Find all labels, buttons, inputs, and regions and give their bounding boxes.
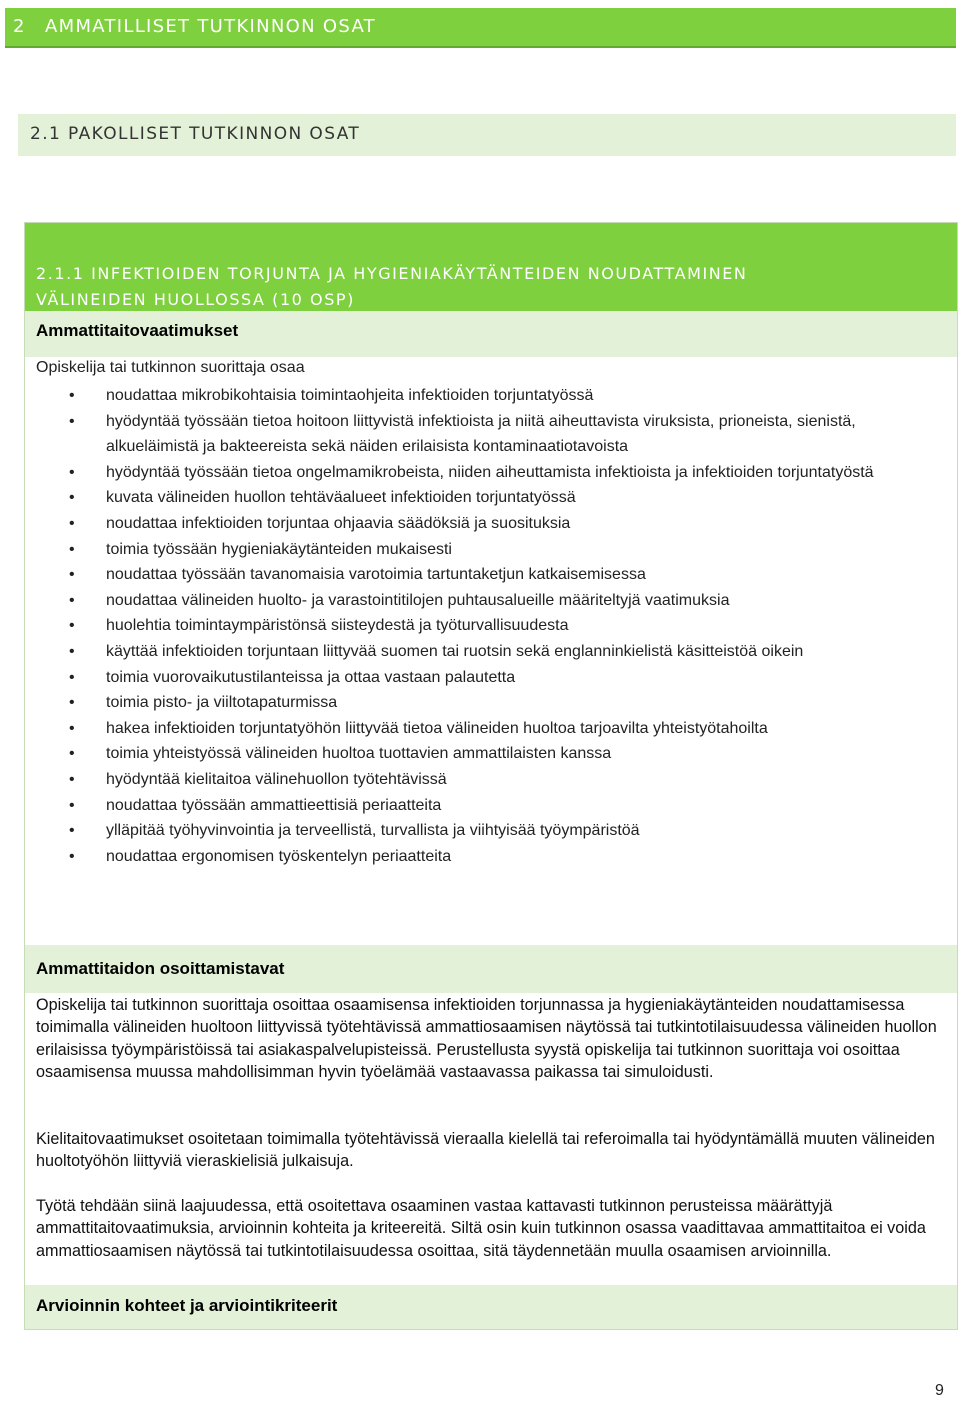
requirement-text: ylläpitää työhyvinvointia ja terveellistä, turvallista ja viihtyisää työympäristöä — [106, 822, 640, 840]
bullet-icon: • — [69, 591, 75, 609]
bullet-icon: • — [69, 412, 75, 430]
demonstration-heading: Ammattitaidon osoittamistavat — [25, 945, 957, 993]
requirement-item — [25, 537, 945, 563]
requirement-item — [25, 613, 945, 639]
requirement-item — [25, 639, 945, 665]
bullet-icon: • — [69, 463, 75, 481]
bullet-icon: • — [69, 719, 75, 737]
requirement-item — [25, 741, 945, 767]
unit-title-line-2: VÄLINEIDEN HUOLLOSSA (10 OSP) — [36, 290, 355, 309]
requirement-item — [25, 844, 945, 870]
bullet-icon: • — [69, 566, 75, 584]
requirement-item — [25, 383, 945, 409]
requirement-item — [25, 793, 945, 819]
requirement-text: toimia pisto- ja viiltotapaturmissa — [106, 694, 338, 712]
requirement-text: hakea infektioiden torjuntatyöhön liittyvää tietoa välineiden huoltoa tarjoavilta yhteistyötahoilta — [106, 719, 768, 737]
chapter-heading — [5, 8, 956, 48]
bullet-icon: • — [69, 694, 75, 712]
requirement-text: noudattaa välineiden huolto- ja varastointitilojen puhtausalueille määriteltyjä vaatimuksia — [106, 591, 730, 609]
requirements-intro: Opiskelija tai tutkinnon suorittaja osaa — [36, 359, 305, 376]
requirement-item — [25, 818, 945, 844]
requirement-item — [25, 588, 945, 614]
demonstration-paragraph: Kielitaitovaatimukset osoitetaan toimimalla työtehtävissä vieraalla kielellä tai referoimalla tai hyödyntämällä muuten välineiden huoltotyöhön liittyviä vieraskielisiä julkaisuja. — [36, 1130, 935, 1171]
bullet-icon: • — [69, 514, 75, 532]
section-heading: 2.1 PAKOLLISET TUTKINNON OSAT — [18, 114, 956, 156]
requirements-heading: Ammattitaitovaatimukset — [25, 311, 957, 357]
chapter-title: AMMATILLISET TUTKINNON OSAT — [45, 16, 376, 37]
requirement-item — [25, 485, 945, 511]
chapter-number: 2 — [13, 16, 26, 37]
bullet-icon: • — [69, 489, 75, 507]
unit-title-line-1: 2.1.1 INFEKTIOIDEN TORJUNTA JA HYGIENIAKÄYTÄNTEIDEN NOUDATTAMINEN — [36, 264, 748, 283]
bullet-icon: • — [69, 847, 75, 865]
bullet-icon: • — [69, 770, 75, 788]
requirement-item — [25, 511, 945, 537]
requirement-item — [25, 716, 945, 742]
bullet-icon: • — [69, 796, 75, 814]
requirement-text: noudattaa työssään tavanomaisia varotoimia tartuntaketjun katkaisemisessa — [106, 566, 646, 584]
demonstration-paragraph: Työtä tehdään siinä laajuudessa, että osoitettava osaaminen vastaa kattavasti tutkinnon perusteissa määrättyjä ammattitaitovaatimuksia, arvioinnin kohteita ja kriteereitä. Siltä osin kuin tutkinnon osassa vaadittavaa ammattitaitoa ei voida ammattiosaamisen näytössä tai tutkintotilaisuudessa osoittaa, sitä täydennetään muulla osaamisen arvioinnilla. — [36, 1197, 926, 1260]
requirement-item — [25, 767, 945, 793]
demonstration-paragraph: Opiskelija tai tutkinnon suorittaja osoittaa osaamisensa infektioiden torjunnassa ja hygieniakäytänteiden noudattamisessa toimimalla välineiden huoltoon liittyvissä työtehtävissä ammattiosaamisen näytössä tai tutkintotilaisuudessa välineiden huollon erilaisissa työympäristöissä tai asiakaspalvelupisteissä. Perustellusta syystä opiskelija tai tutkinnon suorittaja voi osoittaa osaamisensa muussa mahdollisimman hyvin työelämää vastaavassa paikassa tai simuloidusti. — [36, 996, 937, 1082]
requirement-text: hyödyntää työssään tietoa hoitoon liittyvistä infektioista ja niitä aiheuttavista viruksista, prioneista, sienistä, alkueläimistä ja bakteereista sekä näiden erilaisista kontaminaatiotavoista — [106, 412, 856, 456]
requirement-text: hyödyntää työssään tietoa ongelmamikrobeista, niiden aiheuttamista infektioista ja infektioiden torjuntatyöstä — [106, 463, 874, 481]
requirement-item — [25, 690, 945, 716]
requirement-text: käyttää infektioiden torjuntaan liittyvää suomen tai ruotsin sekä englanninkielistä käsitteistöä oikein — [106, 642, 804, 660]
bullet-icon: • — [69, 540, 75, 558]
requirement-item — [25, 409, 945, 460]
requirement-text: huolehtia toimintaympäristönsä siisteydestä ja työturvallisuudesta — [106, 617, 569, 635]
requirement-text: noudattaa työssään ammattieettisiä periaatteita — [106, 796, 442, 814]
requirement-item — [25, 665, 945, 691]
requirement-item — [25, 460, 945, 486]
assessment-heading: Arvioinnin kohteet ja arviointikriteerit — [25, 1285, 957, 1329]
requirement-text: hyödyntää kielitaitoa välinehuollon työtehtävissä — [106, 770, 447, 788]
bullet-icon: • — [69, 617, 75, 635]
requirement-text: kuvata välineiden huollon tehtäväalueet infektioiden torjuntatyössä — [106, 489, 576, 507]
bullet-icon: • — [69, 822, 75, 840]
unit-title — [25, 223, 957, 311]
bullet-icon: • — [69, 668, 75, 686]
bullet-icon: • — [69, 642, 75, 660]
bullet-icon: • — [69, 745, 75, 763]
bullet-icon: • — [69, 387, 75, 404]
page-number: 9 — [935, 1382, 944, 1399]
requirement-text: noudattaa infektioiden torjuntaa ohjaavia säädöksiä ja suosituksia — [106, 514, 571, 532]
requirement-item — [25, 562, 945, 588]
requirement-text: toimia työssään hygieniakäytänteiden mukaisesti — [106, 540, 452, 558]
requirement-text: toimia vuorovaikutustilanteissa ja ottaa vastaan palautetta — [106, 668, 516, 686]
unit-panel — [24, 222, 958, 1330]
requirements-list — [25, 383, 945, 869]
requirement-text: noudattaa mikrobikohtaisia toimintaohjeita infektioiden torjuntatyössä — [106, 387, 594, 404]
requirement-text: toimia yhteistyössä välineiden huoltoa tuottavien ammattilaisten kanssa — [106, 745, 612, 763]
requirement-text: noudattaa ergonomisen työskentelyn periaatteita — [106, 847, 452, 865]
